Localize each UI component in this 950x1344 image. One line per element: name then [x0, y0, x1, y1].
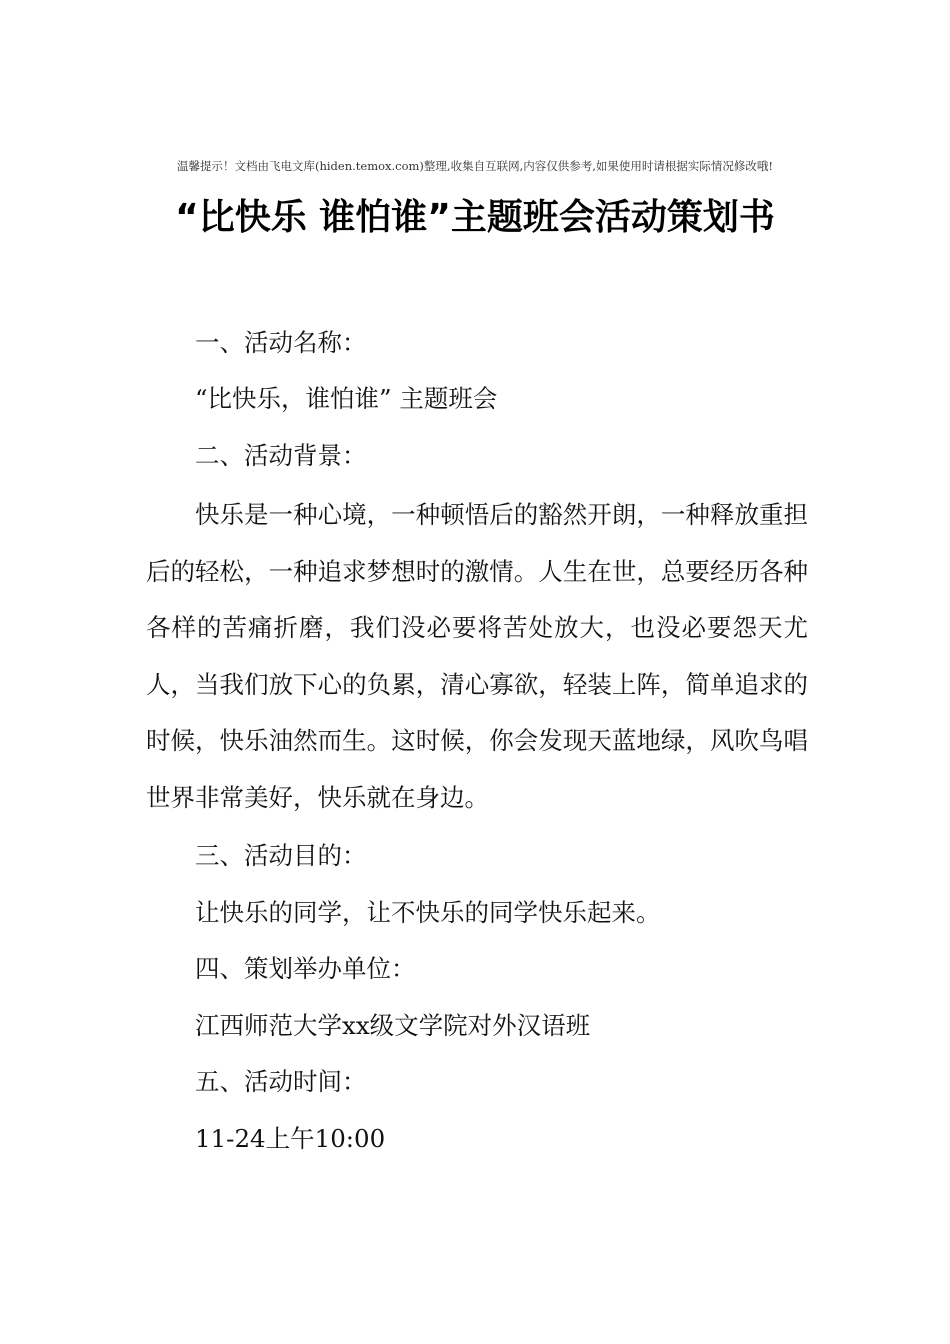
section-content-3: 让快乐的同学，让不快乐的同学快乐起来。: [195, 898, 661, 927]
section-content-2: 快乐是一种心境，一种顿悟后的豁然开朗，一种释放重担后的轻松，一种追求梦想时的激情。人生在世，总要经历各种各样的苦痛折磨，我们没必要将苦处放大，也没必要怨天尤人，当我们放下心的负累，清心寡欲，轻装上阵，简单追求的时候，快乐油然而生。这时候，你会发现天蓝地绿，风吹鸟唱世界非常美好，快乐就在身边。: [146, 500, 808, 812]
section-heading-2: 二、活动背景：: [195, 441, 367, 470]
section-heading-4: 四、策划举办单位：: [195, 954, 416, 983]
section-content-1: “比快乐，谁怕谁” 主题班会: [195, 384, 498, 413]
header-notice: 温馨提示！文档由飞电文库(hiden.temox.com)整理,收集自互联网,内容仅供参考,如果使用时请根据实际情况修改哦!: [176, 159, 774, 173]
document-title: “比快乐 谁怕谁”主题班会活动策划书: [175, 197, 775, 238]
section-content-5: 11-24上午10:00: [195, 1124, 386, 1153]
section-heading-3: 三、活动目的：: [195, 841, 367, 870]
section-content-4: 江西师范大学xx级文学院对外汉语班: [195, 1011, 591, 1040]
section-heading-5: 五、活动时间：: [195, 1067, 367, 1096]
section-heading-1: 一、活动名称：: [195, 328, 367, 357]
